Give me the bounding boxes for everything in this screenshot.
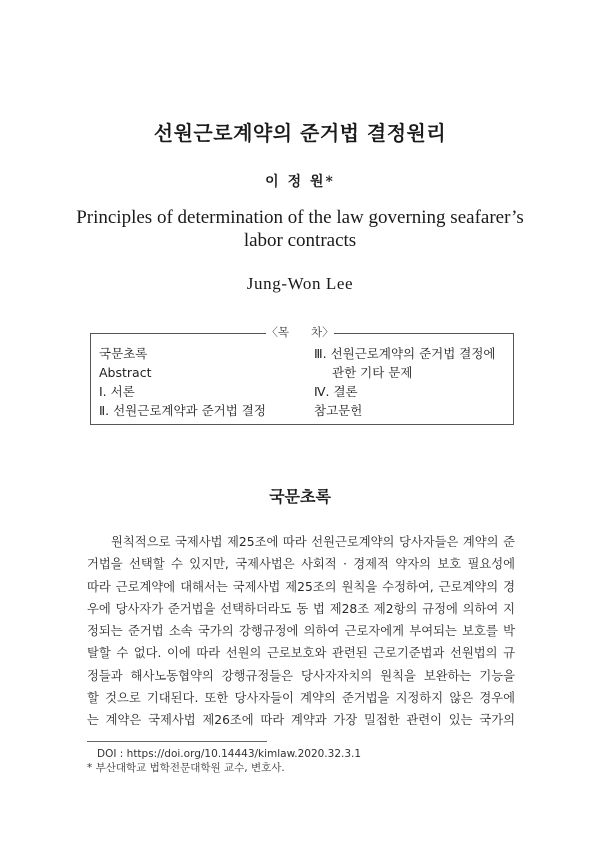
toc-right-column [314,344,496,420]
abstract-line: 거법을 선택할 수 있지만, 국제사법은 사회적 · 경제적 약자의 보호 필요성에 [87,557,515,572]
abstract-line: 정들과 해사노동협약의 강행규정들은 당사자자치의 원칙을 보완하는 기능을 [87,668,515,683]
toc-item: Ⅱ. 선원근로계약과 준거법 결정 [99,403,266,418]
paper-title-english: Principles of determination of the law governing seafarer’s labor contracts [76,207,524,251]
abstract-line: 탈할 수 없다. 이에 따라 선원의 근로보호와 관련된 근로기준법과 선원법의 규 [87,646,515,661]
toc-item: Ⅲ. 선원근로계약의 준거법 결정에 [314,346,496,361]
author-name-english: Jung-Won Lee [246,274,354,293]
abstract-line: 할 것으로 기대된다. 또한 당사자들이 계약의 준거법을 지정하지 않은 경우에 [87,691,515,706]
abstract-line: 는 계약은 국제사법 제26조에 따라 계약과 가장 밀접한 관련이 있는 국가의 [87,713,515,728]
paper-title-korean: 선원근로계약의 준거법 결정원리 [153,121,447,145]
abstract-line: 우에 당사자가 준거법을 선택하더라도 동 법 제28조 제2항의 규정에 의하여 지 [87,601,515,616]
toc-item: Ⅳ. 결론 [314,384,358,399]
toc-item: 참고문헌 [314,403,363,418]
toc-left-column [99,344,266,420]
abstract-body [87,531,515,732]
toc-item: 관한 기타 문제 [332,365,413,380]
abstract-line: 정되는 준거법 소속 국가의 강행규정에 의하여 근로자에게 부여되는 보호를 박 [87,624,515,639]
footnote-divider [87,741,267,742]
footnotes [87,747,361,775]
section-heading-abstract: 국문초록 [269,487,331,506]
toc-heading: 〈목 차〉 [266,325,334,339]
author-affiliation-footnote: * 부산대학교 법학전문대학원 교수, 변호사. [87,762,285,774]
toc-item: Ⅰ. 서론 [99,384,135,399]
toc-item: Abstract [99,365,152,380]
doi-link[interactable]: DOI : https://doi.org/10.14443/kimlaw.2020.32.3.1 [97,748,362,760]
abstract-line: 따라 근로계약에 대해서는 국제사법 제25조의 원칙을 수정하여, 근로계약의 경 [87,579,515,594]
author-name-korean: 이 정 원* [265,174,335,190]
toc-item: 국문초록 [99,346,148,361]
abstract-line: 원칙적으로 국제사법 제25조에 따라 선원근로계약의 당사자들은 계약의 준 [111,535,515,549]
